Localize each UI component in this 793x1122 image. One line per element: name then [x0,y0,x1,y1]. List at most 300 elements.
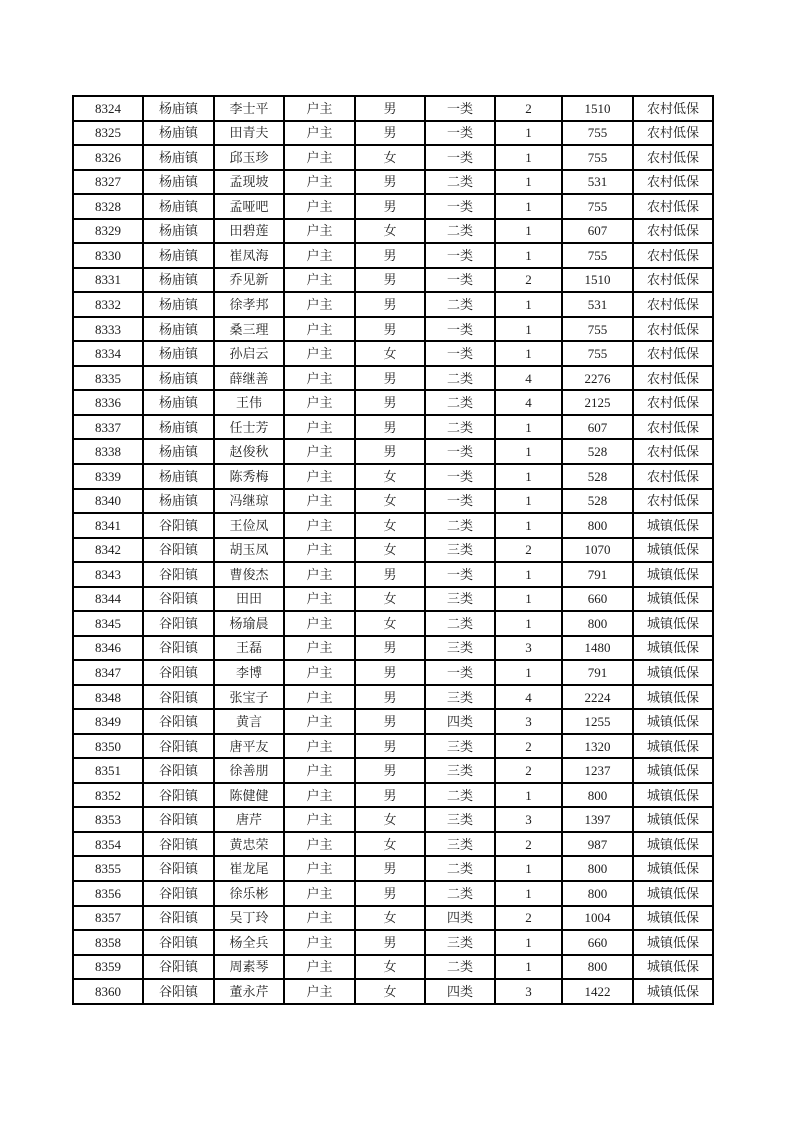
cell-person-name: 陈健健 [214,783,284,808]
cell-category: 一类 [425,317,495,342]
cell-person-name: 陈秀梅 [214,464,284,489]
cell-town: 杨庙镇 [143,170,214,195]
cell-gender: 男 [355,415,425,440]
cell-person-name: 黄忠荣 [214,832,284,857]
cell-person-count: 3 [495,807,562,832]
cell-welfare-type: 农村低保 [633,96,713,121]
cell-record-id: 8355 [73,856,143,881]
cell-person-count: 1 [495,660,562,685]
cell-amount: 755 [562,194,633,219]
table-row [73,513,713,538]
cell-person-count: 1 [495,464,562,489]
table-row [73,415,713,440]
cell-person-name: 薛继善 [214,366,284,391]
cell-amount: 1004 [562,906,633,931]
cell-gender: 男 [355,96,425,121]
cell-gender: 女 [355,979,425,1004]
cell-relation: 户主 [284,636,355,661]
cell-record-id: 8358 [73,930,143,955]
cell-gender: 男 [355,439,425,464]
cell-amount: 1510 [562,268,633,293]
cell-amount: 1510 [562,96,633,121]
cell-amount: 2276 [562,366,633,391]
table-row [73,317,713,342]
table-body [73,96,713,1004]
cell-amount: 1070 [562,538,633,563]
cell-person-name: 孙启云 [214,341,284,366]
cell-person-count: 1 [495,415,562,440]
cell-amount: 2224 [562,685,633,710]
cell-person-count: 3 [495,979,562,1004]
table-row [73,194,713,219]
cell-amount: 1320 [562,734,633,759]
cell-relation: 户主 [284,170,355,195]
cell-welfare-type: 城镇低保 [633,685,713,710]
cell-record-id: 8334 [73,341,143,366]
cell-amount: 755 [562,243,633,268]
cell-category: 三类 [425,832,495,857]
cell-amount: 987 [562,832,633,857]
cell-amount: 800 [562,783,633,808]
cell-record-id: 8343 [73,562,143,587]
welfare-records-table [72,95,714,1005]
cell-record-id: 8359 [73,955,143,980]
cell-record-id: 8335 [73,366,143,391]
cell-town: 谷阳镇 [143,538,214,563]
cell-gender: 女 [355,611,425,636]
cell-gender: 女 [355,341,425,366]
cell-welfare-type: 城镇低保 [633,587,713,612]
cell-amount: 791 [562,562,633,587]
cell-record-id: 8329 [73,219,143,244]
cell-gender: 男 [355,317,425,342]
cell-category: 一类 [425,268,495,293]
cell-relation: 户主 [284,856,355,881]
table-row [73,881,713,906]
cell-category: 二类 [425,611,495,636]
cell-relation: 户主 [284,807,355,832]
cell-welfare-type: 城镇低保 [633,611,713,636]
cell-category: 一类 [425,489,495,514]
cell-town: 谷阳镇 [143,685,214,710]
cell-town: 杨庙镇 [143,439,214,464]
cell-person-count: 1 [495,121,562,146]
cell-amount: 607 [562,219,633,244]
table-row [73,145,713,170]
cell-person-count: 2 [495,268,562,293]
cell-relation: 户主 [284,758,355,783]
table-row [73,366,713,391]
cell-category: 四类 [425,979,495,1004]
cell-record-id: 8327 [73,170,143,195]
cell-person-count: 1 [495,587,562,612]
cell-relation: 户主 [284,734,355,759]
cell-person-count: 1 [495,145,562,170]
cell-amount: 800 [562,856,633,881]
cell-gender: 女 [355,145,425,170]
cell-person-name: 邱玉珍 [214,145,284,170]
cell-person-name: 唐芹 [214,807,284,832]
cell-record-id: 8345 [73,611,143,636]
cell-person-name: 王伟 [214,390,284,415]
cell-record-id: 8346 [73,636,143,661]
table-row [73,832,713,857]
cell-category: 三类 [425,807,495,832]
cell-town: 杨庙镇 [143,390,214,415]
cell-town: 杨庙镇 [143,219,214,244]
cell-town: 杨庙镇 [143,317,214,342]
cell-relation: 户主 [284,955,355,980]
cell-record-id: 8341 [73,513,143,538]
cell-relation: 户主 [284,292,355,317]
cell-person-count: 1 [495,562,562,587]
cell-welfare-type: 农村低保 [633,292,713,317]
cell-category: 二类 [425,513,495,538]
cell-town: 谷阳镇 [143,807,214,832]
cell-town: 谷阳镇 [143,660,214,685]
table-row [73,439,713,464]
cell-relation: 户主 [284,881,355,906]
cell-welfare-type: 城镇低保 [633,955,713,980]
table-row [73,243,713,268]
cell-person-name: 周素琴 [214,955,284,980]
cell-person-count: 1 [495,955,562,980]
cell-category: 二类 [425,783,495,808]
cell-category: 一类 [425,464,495,489]
cell-gender: 男 [355,121,425,146]
cell-welfare-type: 城镇低保 [633,709,713,734]
cell-welfare-type: 城镇低保 [633,881,713,906]
table-row [73,783,713,808]
cell-person-count: 1 [495,783,562,808]
cell-amount: 755 [562,145,633,170]
cell-person-count: 2 [495,832,562,857]
cell-category: 二类 [425,366,495,391]
cell-person-name: 徐孝邦 [214,292,284,317]
cell-person-name: 唐平友 [214,734,284,759]
cell-person-count: 1 [495,170,562,195]
cell-record-id: 8342 [73,538,143,563]
cell-welfare-type: 农村低保 [633,390,713,415]
cell-relation: 户主 [284,145,355,170]
cell-gender: 女 [355,906,425,931]
cell-person-count: 1 [495,856,562,881]
cell-category: 一类 [425,660,495,685]
cell-person-count: 4 [495,685,562,710]
cell-town: 谷阳镇 [143,734,214,759]
cell-welfare-type: 城镇低保 [633,513,713,538]
table-row [73,538,713,563]
cell-town: 杨庙镇 [143,96,214,121]
table-row [73,734,713,759]
cell-welfare-type: 农村低保 [633,317,713,342]
cell-gender: 男 [355,685,425,710]
cell-person-count: 4 [495,366,562,391]
cell-relation: 户主 [284,317,355,342]
cell-relation: 户主 [284,979,355,1004]
cell-person-count: 2 [495,734,562,759]
cell-town: 谷阳镇 [143,636,214,661]
cell-welfare-type: 农村低保 [633,439,713,464]
cell-category: 一类 [425,243,495,268]
cell-person-count: 2 [495,538,562,563]
cell-welfare-type: 农村低保 [633,121,713,146]
cell-category: 二类 [425,170,495,195]
cell-gender: 女 [355,513,425,538]
cell-record-id: 8353 [73,807,143,832]
cell-town: 谷阳镇 [143,783,214,808]
cell-record-id: 8351 [73,758,143,783]
cell-welfare-type: 城镇低保 [633,832,713,857]
cell-person-name: 孟哑吧 [214,194,284,219]
cell-welfare-type: 农村低保 [633,219,713,244]
cell-person-name: 董永芹 [214,979,284,1004]
cell-gender: 男 [355,366,425,391]
cell-person-count: 2 [495,906,562,931]
cell-person-count: 4 [495,390,562,415]
cell-record-id: 8326 [73,145,143,170]
cell-person-count: 1 [495,317,562,342]
cell-person-name: 冯继琼 [214,489,284,514]
cell-town: 谷阳镇 [143,709,214,734]
cell-relation: 户主 [284,96,355,121]
cell-welfare-type: 农村低保 [633,366,713,391]
cell-person-name: 王磊 [214,636,284,661]
cell-amount: 660 [562,930,633,955]
cell-relation: 户主 [284,783,355,808]
cell-amount: 1397 [562,807,633,832]
cell-welfare-type: 城镇低保 [633,783,713,808]
cell-person-count: 1 [495,489,562,514]
cell-record-id: 8324 [73,96,143,121]
cell-relation: 户主 [284,660,355,685]
cell-town: 杨庙镇 [143,121,214,146]
cell-record-id: 8330 [73,243,143,268]
table-row [73,955,713,980]
cell-welfare-type: 城镇低保 [633,734,713,759]
cell-relation: 户主 [284,194,355,219]
cell-welfare-type: 城镇低保 [633,758,713,783]
cell-amount: 1255 [562,709,633,734]
cell-town: 谷阳镇 [143,832,214,857]
cell-welfare-type: 城镇低保 [633,856,713,881]
cell-person-count: 2 [495,758,562,783]
cell-category: 一类 [425,341,495,366]
cell-category: 二类 [425,390,495,415]
cell-amount: 528 [562,439,633,464]
cell-person-count: 1 [495,439,562,464]
cell-gender: 男 [355,636,425,661]
cell-person-count: 1 [495,881,562,906]
table-row [73,807,713,832]
cell-welfare-type: 农村低保 [633,489,713,514]
cell-category: 三类 [425,758,495,783]
table-row [73,489,713,514]
cell-town: 杨庙镇 [143,415,214,440]
cell-relation: 户主 [284,562,355,587]
cell-welfare-type: 城镇低保 [633,807,713,832]
cell-gender: 女 [355,955,425,980]
cell-relation: 户主 [284,930,355,955]
table-row [73,219,713,244]
cell-person-name: 乔见新 [214,268,284,293]
cell-gender: 女 [355,464,425,489]
cell-relation: 户主 [284,489,355,514]
cell-welfare-type: 农村低保 [633,145,713,170]
cell-person-name: 徐乐彬 [214,881,284,906]
cell-welfare-type: 农村低保 [633,170,713,195]
cell-record-id: 8339 [73,464,143,489]
cell-relation: 户主 [284,587,355,612]
cell-town: 谷阳镇 [143,856,214,881]
cell-person-count: 1 [495,292,562,317]
cell-record-id: 8356 [73,881,143,906]
cell-category: 三类 [425,587,495,612]
cell-person-name: 王俭凤 [214,513,284,538]
cell-category: 一类 [425,439,495,464]
cell-category: 四类 [425,709,495,734]
cell-record-id: 8352 [73,783,143,808]
cell-relation: 户主 [284,415,355,440]
cell-person-name: 田田 [214,587,284,612]
cell-amount: 800 [562,611,633,636]
cell-record-id: 8349 [73,709,143,734]
cell-record-id: 8347 [73,660,143,685]
cell-relation: 户主 [284,366,355,391]
cell-person-count: 2 [495,96,562,121]
cell-amount: 528 [562,464,633,489]
cell-category: 二类 [425,955,495,980]
cell-town: 谷阳镇 [143,979,214,1004]
cell-relation: 户主 [284,611,355,636]
cell-gender: 男 [355,783,425,808]
cell-category: 三类 [425,930,495,955]
table-row [73,587,713,612]
cell-relation: 户主 [284,513,355,538]
cell-gender: 男 [355,194,425,219]
cell-gender: 男 [355,390,425,415]
cell-town: 杨庙镇 [143,243,214,268]
cell-town: 杨庙镇 [143,489,214,514]
cell-category: 三类 [425,734,495,759]
cell-person-name: 吴丁玲 [214,906,284,931]
cell-amount: 528 [562,489,633,514]
cell-gender: 男 [355,930,425,955]
cell-person-count: 1 [495,930,562,955]
cell-category: 二类 [425,219,495,244]
cell-welfare-type: 农村低保 [633,464,713,489]
cell-person-count: 1 [495,243,562,268]
cell-welfare-type: 农村低保 [633,341,713,366]
cell-town: 谷阳镇 [143,906,214,931]
cell-welfare-type: 城镇低保 [633,538,713,563]
cell-record-id: 8337 [73,415,143,440]
cell-person-name: 田碧莲 [214,219,284,244]
cell-relation: 户主 [284,685,355,710]
cell-amount: 660 [562,587,633,612]
cell-record-id: 8325 [73,121,143,146]
cell-relation: 户主 [284,268,355,293]
table-row [73,856,713,881]
cell-welfare-type: 农村低保 [633,243,713,268]
table-row [73,758,713,783]
cell-record-id: 8360 [73,979,143,1004]
cell-amount: 607 [562,415,633,440]
cell-relation: 户主 [284,832,355,857]
cell-relation: 户主 [284,538,355,563]
cell-person-count: 3 [495,636,562,661]
cell-person-count: 1 [495,219,562,244]
cell-welfare-type: 城镇低保 [633,906,713,931]
cell-person-name: 杨全兵 [214,930,284,955]
cell-amount: 2125 [562,390,633,415]
table-row [73,292,713,317]
cell-relation: 户主 [284,390,355,415]
cell-town: 杨庙镇 [143,341,214,366]
table-row [73,562,713,587]
cell-amount: 755 [562,121,633,146]
cell-category: 三类 [425,636,495,661]
cell-relation: 户主 [284,121,355,146]
cell-amount: 800 [562,513,633,538]
cell-record-id: 8348 [73,685,143,710]
cell-category: 一类 [425,194,495,219]
cell-person-name: 张宝子 [214,685,284,710]
cell-person-count: 3 [495,709,562,734]
cell-town: 谷阳镇 [143,955,214,980]
table-row [73,930,713,955]
cell-gender: 女 [355,832,425,857]
cell-gender: 女 [355,219,425,244]
cell-person-name: 桑三理 [214,317,284,342]
cell-person-name: 胡玉凤 [214,538,284,563]
cell-record-id: 8331 [73,268,143,293]
cell-person-count: 1 [495,194,562,219]
cell-amount: 1237 [562,758,633,783]
cell-gender: 女 [355,587,425,612]
cell-person-count: 1 [495,611,562,636]
cell-relation: 户主 [284,709,355,734]
cell-gender: 男 [355,562,425,587]
cell-record-id: 8328 [73,194,143,219]
table-row [73,906,713,931]
cell-amount: 1480 [562,636,633,661]
cell-category: 三类 [425,685,495,710]
cell-gender: 女 [355,538,425,563]
cell-relation: 户主 [284,906,355,931]
cell-welfare-type: 城镇低保 [633,979,713,1004]
cell-category: 一类 [425,96,495,121]
cell-town: 杨庙镇 [143,366,214,391]
table-row [73,660,713,685]
cell-person-count: 1 [495,341,562,366]
table-row [73,979,713,1004]
cell-relation: 户主 [284,243,355,268]
table-row [73,464,713,489]
table-row [73,121,713,146]
cell-gender: 男 [355,734,425,759]
table-row [73,268,713,293]
cell-welfare-type: 农村低保 [633,415,713,440]
cell-category: 二类 [425,415,495,440]
cell-person-name: 李士平 [214,96,284,121]
cell-category: 二类 [425,881,495,906]
cell-record-id: 8333 [73,317,143,342]
table-row [73,611,713,636]
table-row [73,685,713,710]
cell-relation: 户主 [284,464,355,489]
cell-town: 杨庙镇 [143,194,214,219]
